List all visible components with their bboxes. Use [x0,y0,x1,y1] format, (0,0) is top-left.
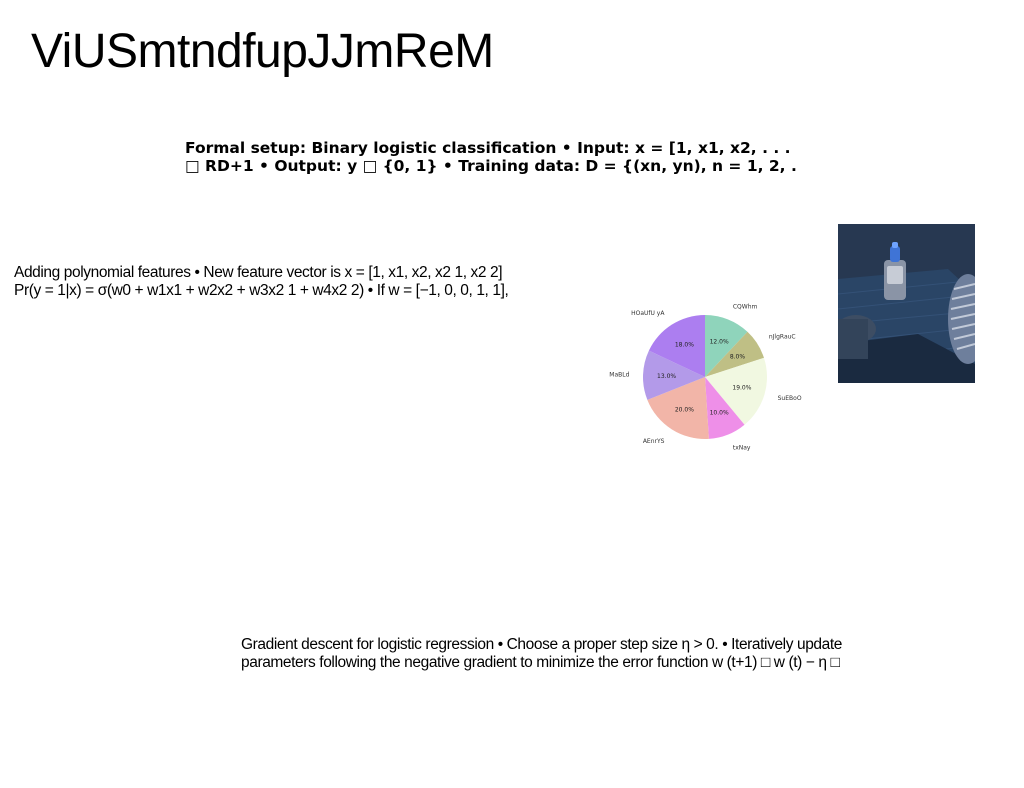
pie-value-label-txNay: 10.0% [709,409,729,417]
pie-value-label-SuEBoO: 19.0% [732,384,752,392]
polynomial-line-2: Pr(y = 1|x) = σ(w0 + w1x1 + w2x2 + w3x2 1 + w4x2 2) • If w = [−1, 0, 0, 1, 1], [14,282,509,299]
formal-setup-line-1: Formal setup: Binary logistic classification • Input: x = [1, x1, x2, . . . [185,139,791,157]
photo-bottle-on-table [838,224,975,383]
pie-category-label-txNay: txNay [732,444,751,452]
polynomial-features-text [14,264,574,300]
pie-value-label-nJlgRauC: 8.0% [729,353,746,361]
formal-setup-text [185,139,825,175]
pie-value-label-HOaUfU yA: 18.0% [674,341,694,349]
pie-category-label-MaBLd: MaBLd [609,371,630,379]
photo-illustration [838,224,975,383]
pie-category-label-CQWhm: CQWhm [732,303,758,311]
pie-value-label-CQWhm: 12.0% [709,338,729,346]
gradient-line-2: parameters following the negative gradient to minimize the error function w (t+1) □ w (t) − η □ [241,654,840,671]
pie-chart [600,280,810,470]
pie-category-label-SuEBoO: SuEBoO [777,395,802,403]
pie-category-label-HOaUfU yA: HOaUfU yA [631,310,665,318]
gradient-descent-text [241,636,921,672]
pie-category-label-nJlgRauC: nJlgRauC [768,333,796,341]
formal-setup-line-2: □ RD+1 • Output: y □ {0, 1} • Training data: D = {(xn, yn), n = 1, 2, . [185,157,797,175]
pie-value-label-AEnrYS: 20.0% [674,406,694,414]
gradient-line-1: Gradient descent for logistic regression • Choose a proper step size η > 0. • Iteratively update [241,636,842,653]
pie-category-label-AEnrYS: AEnrYS [642,437,665,445]
pie-value-label-MaBLd: 13.0% [657,372,677,380]
polynomial-line-1: Adding polynomial features • New feature vector is x = [1, x1, x2, x2 1, x2 2] [14,264,503,281]
slide-title: ViUSmtndfupJJmReM [31,25,494,78]
